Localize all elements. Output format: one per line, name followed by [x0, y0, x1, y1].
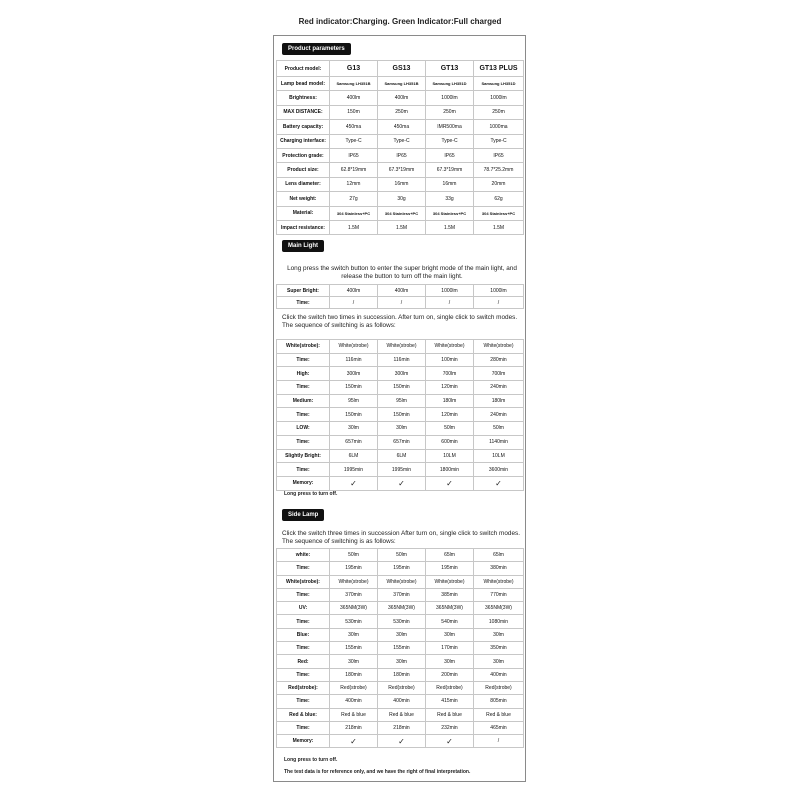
table-cell: ✓ [378, 476, 426, 490]
table-cell: 600min [426, 435, 474, 449]
table-cell: 218min [378, 721, 426, 734]
table-cell: 232min [426, 721, 474, 734]
table-cell: 1000lm [474, 91, 524, 105]
table-cell: 250m [474, 105, 524, 119]
row-label: white: [277, 549, 330, 562]
table-cell: / [378, 297, 426, 309]
table-cell: White(strobe) [426, 575, 474, 588]
table-cell: 1.5M [426, 220, 474, 234]
table-cell: / [330, 297, 378, 309]
table-row [277, 77, 524, 91]
table-row [277, 367, 524, 381]
table-cell: 12mm [330, 177, 378, 191]
table-row [277, 668, 524, 681]
table-cell: Samsung LH351D [474, 77, 524, 91]
model-header: GT13 [426, 61, 474, 77]
row-label: Time: [277, 435, 330, 449]
row-label: Memory: [277, 476, 330, 490]
table-row [277, 655, 524, 668]
table-row [277, 177, 524, 191]
product-parameters-table [276, 60, 524, 235]
section-label-main-light: Main Light [282, 240, 324, 252]
row-label: Net weight: [277, 192, 330, 206]
table-cell: 1.5M [330, 220, 378, 234]
table-cell: 805min [474, 695, 524, 708]
table-cell: White(strobe) [474, 575, 524, 588]
header-label: Product model: [277, 61, 330, 77]
table-cell: 27g [330, 192, 378, 206]
table-cell: 1995min [330, 463, 378, 477]
table-cell: 30lm [426, 655, 474, 668]
table-cell: 1140min [474, 435, 524, 449]
table-cell: 10LM [426, 449, 474, 463]
table-cell: 195min [426, 562, 474, 575]
table-cell: IP65 [474, 148, 524, 162]
table-cell: 657min [330, 435, 378, 449]
model-header: G13 [330, 61, 378, 77]
table-row [277, 588, 524, 601]
row-label: MAX DISTANCE: [277, 105, 330, 119]
table-row [277, 220, 524, 234]
table-cell: 30lm [474, 655, 524, 668]
table-cell: 1995min [378, 463, 426, 477]
table-cell: 67.3*19mm [378, 163, 426, 177]
table-row [277, 297, 524, 309]
table-cell: 450ma [330, 120, 378, 134]
table-cell: 370min [378, 588, 426, 601]
table-row [277, 408, 524, 422]
table-cell: Samsung LH351B [378, 77, 426, 91]
table-cell: White(strobe) [330, 575, 378, 588]
table-cell: White(strobe) [330, 340, 378, 354]
table-row [277, 615, 524, 628]
table-cell: 10LM [474, 449, 524, 463]
table-cell: 78.7*25.2mm [474, 163, 524, 177]
table-row [277, 134, 524, 148]
row-label: Time: [277, 353, 330, 367]
table-cell: Red & blue [474, 708, 524, 721]
row-label: Battery capacity: [277, 120, 330, 134]
table-cell: 280min [474, 353, 524, 367]
table-cell: 250m [426, 105, 474, 119]
table-cell: IP65 [378, 148, 426, 162]
table-row [277, 449, 524, 463]
row-label: Red(strobe): [277, 681, 330, 694]
row-label: Charging interface: [277, 134, 330, 148]
table-cell: 370min [330, 588, 378, 601]
table-cell: ✓ [474, 476, 524, 490]
table-cell: 365NM(3W) [330, 602, 378, 615]
row-label: Time: [277, 588, 330, 601]
table-cell: 415min [426, 695, 474, 708]
row-label: Slightly Bright: [277, 449, 330, 463]
model-header: GT13 PLUS [474, 61, 524, 77]
table-row [277, 695, 524, 708]
table-cell: ✓ [426, 735, 474, 748]
table-cell: 30g [378, 192, 426, 206]
table-row [277, 642, 524, 655]
table-cell: 400lm [378, 285, 426, 297]
table-cell: Samsung LH351D [426, 77, 474, 91]
table-cell: 300lm [330, 367, 378, 381]
table-row [277, 708, 524, 721]
table-cell: Type-C [330, 134, 378, 148]
table-cell: 365NM(3W) [426, 602, 474, 615]
table-row [277, 394, 524, 408]
table-cell: 400min [330, 695, 378, 708]
table-cell: 50lm [426, 422, 474, 436]
row-label: Time: [277, 297, 330, 309]
table-cell: IP65 [330, 148, 378, 162]
table-cell: Red(strobe) [378, 681, 426, 694]
table-cell: ✓ [330, 735, 378, 748]
table-cell: 250m [378, 105, 426, 119]
table-cell: Red(strobe) [474, 681, 524, 694]
table-cell: ✓ [378, 735, 426, 748]
table-cell: 116min [330, 353, 378, 367]
table-cell: 1000lm [426, 285, 474, 297]
section-label-side-lamp: Side Lamp [282, 509, 324, 521]
table-cell: 180lm [474, 394, 524, 408]
row-label: Super Bright: [277, 285, 330, 297]
table-cell: Type-C [474, 134, 524, 148]
row-label: Time: [277, 721, 330, 734]
row-label: Lamp bead model: [277, 77, 330, 91]
row-label: Material: [277, 206, 330, 220]
row-label: Time: [277, 381, 330, 395]
table-cell: 30lm [378, 655, 426, 668]
table-cell: 195min [330, 562, 378, 575]
table-cell: Samsung LH351B [330, 77, 378, 91]
table-cell: 65lm [426, 549, 474, 562]
table-cell: Red(strobe) [330, 681, 378, 694]
table-row [277, 463, 524, 477]
table-cell: 700lm [474, 367, 524, 381]
table-cell: 1.5M [474, 220, 524, 234]
table-cell: 300lm [378, 367, 426, 381]
table-cell: 304 Stainless+PC [330, 206, 378, 220]
table-cell: 350min [474, 642, 524, 655]
table-row [277, 148, 524, 162]
row-label: Medium: [277, 394, 330, 408]
table-cell: 30lm [330, 422, 378, 436]
table-cell: ✓ [426, 476, 474, 490]
table-cell: 150min [378, 408, 426, 422]
table-cell: 20mm [474, 177, 524, 191]
row-label: Brightness: [277, 91, 330, 105]
table-cell: 67.3*19mm [426, 163, 474, 177]
table-row [277, 285, 524, 297]
table-cell: / [474, 735, 524, 748]
row-label: Protection grade: [277, 148, 330, 162]
table-cell: 95lm [330, 394, 378, 408]
table-cell: 400lm [378, 91, 426, 105]
table-cell: 50lm [378, 549, 426, 562]
table-cell: White(strobe) [474, 340, 524, 354]
table-cell: ✓ [330, 476, 378, 490]
table-cell: 180min [330, 668, 378, 681]
table-row [277, 340, 524, 354]
table-cell: 218min [330, 721, 378, 734]
table-row [277, 562, 524, 575]
row-label: Time: [277, 463, 330, 477]
table-cell: 62.8*19mm [330, 163, 378, 177]
table-cell: 33g [426, 192, 474, 206]
table-cell: 3600min [474, 463, 524, 477]
table-cell: White(strobe) [378, 340, 426, 354]
row-label: Lens diameter: [277, 177, 330, 191]
table-row [277, 575, 524, 588]
table-cell: 1.5M [378, 220, 426, 234]
table-cell: / [426, 297, 474, 309]
table-cell: White(strobe) [426, 340, 474, 354]
table-cell: 380min [474, 562, 524, 575]
table-row [277, 381, 524, 395]
main-light-modes-table [276, 339, 524, 491]
table-cell: Type-C [378, 134, 426, 148]
row-label: Time: [277, 615, 330, 628]
table-cell: 365NM(3W) [378, 602, 426, 615]
table-cell: Red & blue [378, 708, 426, 721]
table-row [277, 353, 524, 367]
table-cell: / [474, 297, 524, 309]
table-row [277, 602, 524, 615]
side-lamp-switch-text: Click the switch three times in succession After turn on, single click to switch modes. The sequence of switching is as follows: [282, 530, 520, 545]
super-bright-table [276, 284, 524, 309]
table-cell: Red & blue [330, 708, 378, 721]
table-cell: 530min [378, 615, 426, 628]
main-light-intro: Long press the switch button to enter the super bright mode of the main light, and release the button to turn off the main light. [287, 265, 517, 280]
row-label: High: [277, 367, 330, 381]
table-cell: 16mm [378, 177, 426, 191]
row-label: Time: [277, 668, 330, 681]
table-cell: 100min [426, 353, 474, 367]
table-cell: 120min [426, 408, 474, 422]
page-title: Red indicator:Charging. Green Indicator:Full charged [298, 17, 502, 26]
row-label: Time: [277, 408, 330, 422]
table-row [277, 206, 524, 220]
table-row [277, 435, 524, 449]
table-cell: 150min [378, 381, 426, 395]
row-label: Time: [277, 695, 330, 708]
row-label: Product size: [277, 163, 330, 177]
table-cell: 150m [330, 105, 378, 119]
side-lamp-note: Long press to turn off. [284, 757, 338, 763]
table-cell: 304 Stainless+PC [378, 206, 426, 220]
table-row [277, 681, 524, 694]
table-cell: 400min [474, 668, 524, 681]
table-cell: Red & blue [426, 708, 474, 721]
table-cell: 6LM [330, 449, 378, 463]
table-cell: 450ma [378, 120, 426, 134]
table-row [277, 628, 524, 641]
table-cell: Red(strobe) [426, 681, 474, 694]
table-cell: 120min [426, 381, 474, 395]
table-cell: 62g [474, 192, 524, 206]
table-cell: 30lm [426, 628, 474, 641]
row-label: White(strobe): [277, 575, 330, 588]
table-cell: 465min [474, 721, 524, 734]
table-cell: 180lm [426, 394, 474, 408]
table-cell: 304 Stainless+PC [426, 206, 474, 220]
row-label: UV: [277, 602, 330, 615]
table-cell: 150min [330, 381, 378, 395]
table-cell: 95lm [378, 394, 426, 408]
table-cell: White(strobe) [378, 575, 426, 588]
table-cell: 540min [426, 615, 474, 628]
table-cell: 240min [474, 408, 524, 422]
table-cell: 365NM(3W) [474, 602, 524, 615]
table-cell: 530min [330, 615, 378, 628]
table-cell: 1000lm [474, 285, 524, 297]
row-label: Memory: [277, 735, 330, 748]
table-cell: 116min [378, 353, 426, 367]
table-cell: 155min [378, 642, 426, 655]
row-label: Time: [277, 562, 330, 575]
table-cell: 240min [474, 381, 524, 395]
table-cell: 150min [330, 408, 378, 422]
row-label: White(strobe): [277, 340, 330, 354]
table-row [277, 476, 524, 490]
table-cell: 30lm [330, 655, 378, 668]
table-cell: Type-C [426, 134, 474, 148]
table-cell: 1080min [474, 615, 524, 628]
section-label-product-parameters: Product parameters [282, 43, 351, 55]
table-row [277, 105, 524, 119]
model-header: GS13 [378, 61, 426, 77]
row-label: Impact resistance: [277, 220, 330, 234]
row-label: Red & blue: [277, 708, 330, 721]
table-cell: 200min [426, 668, 474, 681]
table-cell: 30lm [330, 628, 378, 641]
main-light-note: Long press to turn off. [284, 491, 338, 497]
table-cell: 770min [474, 588, 524, 601]
table-row [277, 120, 524, 134]
table-row [277, 163, 524, 177]
table-cell: 1000ma [474, 120, 524, 134]
disclaimer-note: The test data is for reference only, and we have the right of final interpretation. [284, 769, 471, 775]
table-row [277, 549, 524, 562]
table-cell: IP65 [426, 148, 474, 162]
table-cell: 30lm [378, 628, 426, 641]
table-cell: 65lm [474, 549, 524, 562]
row-label: Blue: [277, 628, 330, 641]
table-row [277, 61, 524, 77]
table-row [277, 91, 524, 105]
table-cell: 400lm [330, 285, 378, 297]
side-lamp-modes-table [276, 548, 524, 748]
row-label: Time: [277, 642, 330, 655]
table-cell: 30lm [474, 628, 524, 641]
table-cell: 657min [378, 435, 426, 449]
table-cell: 180min [378, 668, 426, 681]
table-cell: 155min [330, 642, 378, 655]
table-cell: 1800min [426, 463, 474, 477]
table-cell: IMR500ma [426, 120, 474, 134]
table-cell: 195min [378, 562, 426, 575]
table-row [277, 422, 524, 436]
table-cell: 304 Stainless+PC [474, 206, 524, 220]
table-cell: 50lm [474, 422, 524, 436]
table-cell: 50lm [330, 549, 378, 562]
table-cell: 385min [426, 588, 474, 601]
table-cell: 6LM [378, 449, 426, 463]
table-cell: 16mm [426, 177, 474, 191]
row-label: LOW: [277, 422, 330, 436]
table-row [277, 192, 524, 206]
table-cell: 700lm [426, 367, 474, 381]
table-row [277, 721, 524, 734]
table-cell: 400min [378, 695, 426, 708]
spec-sheet [273, 35, 526, 782]
main-light-switch-text: Click the switch two times in succession. After turn on, single click to switch modes. The sequence of switching is as follows: [282, 314, 518, 329]
table-cell: 400lm [330, 91, 378, 105]
table-cell: 1000lm [426, 91, 474, 105]
table-cell: 170min [426, 642, 474, 655]
table-cell: 30lm [378, 422, 426, 436]
table-row [277, 735, 524, 748]
row-label: Red: [277, 655, 330, 668]
